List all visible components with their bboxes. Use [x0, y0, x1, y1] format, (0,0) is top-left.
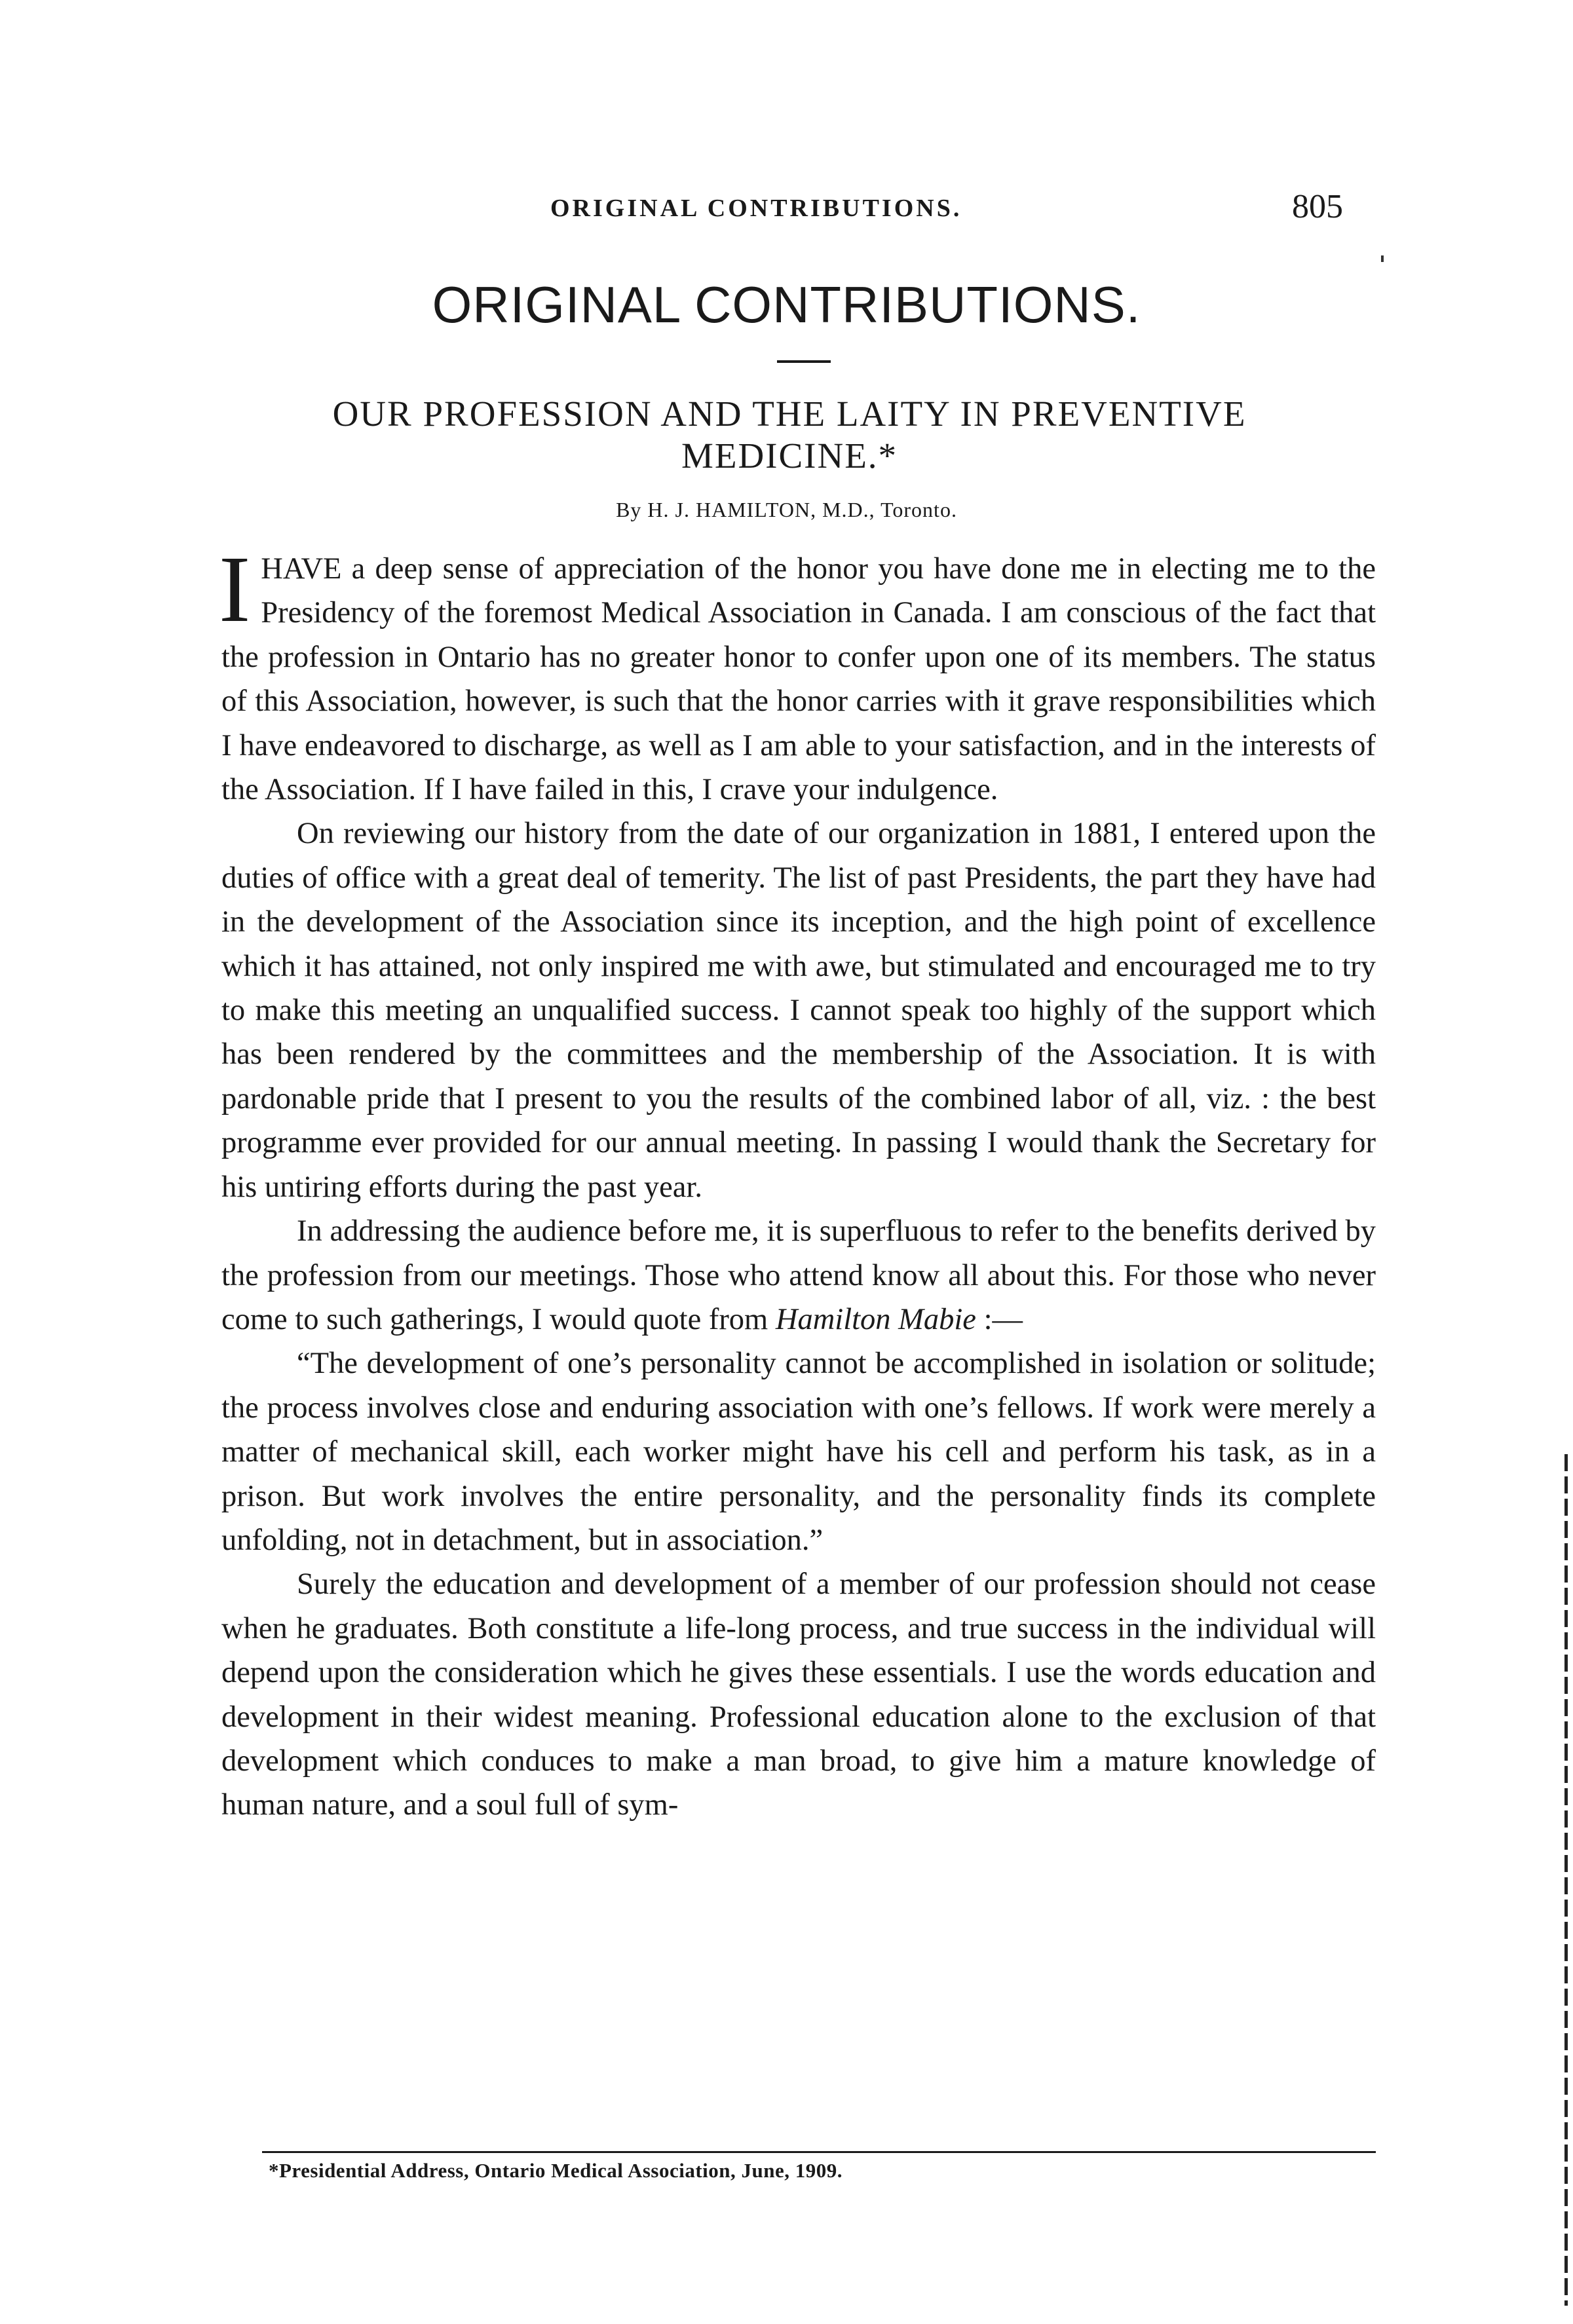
- footnote-rule: [262, 2151, 1376, 2153]
- byline-author: H. J. HAMILTON, M.D.,: [647, 498, 875, 521]
- paragraph-3-tail: :—: [983, 1302, 1023, 1336]
- section-title: ORIGINAL CONTRIBUTIONS.: [432, 276, 1141, 333]
- scan-edge: [1564, 1454, 1568, 2306]
- paragraph-5: Surely the education and development of a member of our profession should not cease when he graduates. Both constitute a life-long process, and true success in the individual will depend upon the consideration which he gives these essentials. I use the words education and development in their widest meaning. Professional education alone to the exclusion of that development which conduces to make a man broad, to give him a mature knowledge of human nature, and a soul full of sym-: [221, 1567, 1376, 1822]
- paragraph-2: On reviewing our history from the date of our organization in 1881, I entered upon the duties of office with a great deal of temerity. The list of past Presidents, the part they have had in the development of the Association since its inception, and the high point of excellence which it has attained, not only inspired me with awe, but stimulated and encouraged me to try to make this meeting an unqualified success. I cannot speak too highly of the support which has been rendered by the committees and the membership of the Association. It is with pardonable pride that I present to you the results of the combined labor of all, viz. : the best programme ever provided for our annual meeting. In passing I would thank the Secretary for his untiring efforts during the past year.: [221, 817, 1376, 1204]
- quoted-author: Hamilton Mabie: [775, 1302, 976, 1336]
- paragraph-1: [219, 537, 1376, 812]
- paragraph-1-text: HAVE a deep sense of appreciation of the honor you have done me in electing me to the Presidency of the foremost Medical Association in Canada. I am conscious of the fact that the profession in Ontario has no greater honor to confer upon one of its members. The status of this Association, however, is such that the honor carries with it grave responsibilities which I have endeavored to discharge, as well as I am able to your satisfaction, and in the interests of the Association. If I have failed in this, I crave your indulgence.: [221, 552, 1376, 807]
- block-quote: “The development of one’s personality cannot be accomplished in isolation or solitude; the process involves close and enduring association with one’s fellows. If work were merely a matter of mechanical skill, each worker might have his cell and perform his task, as in a prison. But work involves the entire personality, and the personality finds its complete unfolding, not in detachment, but in association.”: [221, 1347, 1376, 1557]
- byline: [0, 498, 1573, 522]
- article-body: [219, 537, 1376, 1827]
- page-number: 805: [1292, 188, 1343, 225]
- paragraph-3-text: In addressing the audience before me, it is superfluous to refer to the benefits derived by the profession from our meetings. Those who attend know all about this. For those who never come to such gatherings, I would quote from: [221, 1214, 1376, 1336]
- running-head: ORIGINAL CONTRIBUTIONS.: [550, 195, 962, 222]
- byline-place: Toronto.: [881, 498, 957, 521]
- drop-cap: I: [219, 537, 251, 642]
- byline-prefix: By: [616, 498, 642, 521]
- footnote: *Presidential Address, Ontario Medical Association, June, 1909.: [269, 2159, 843, 2182]
- scan-mark: [1381, 255, 1384, 262]
- title-rule: [777, 360, 831, 363]
- article-title: OUR PROFESSION AND THE LAITY IN PREVENTIVE MEDICINE.*: [332, 394, 1247, 476]
- paragraph-3: [221, 1209, 1376, 1341]
